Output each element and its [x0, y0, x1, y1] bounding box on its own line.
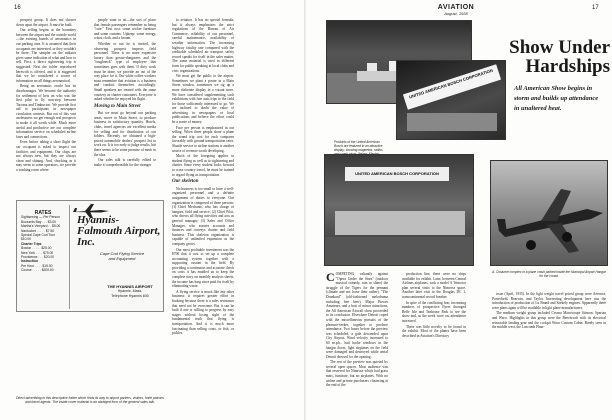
rate-line: Nantucket . . . . . $7.50 [21, 228, 55, 233]
rate-line: Course . . . . . $200.00 [21, 268, 54, 273]
rate-line: Charter Trips [21, 241, 42, 246]
page-number-left: 16 [14, 5, 21, 11]
rates-heading: RATES [34, 210, 52, 216]
section-heading: Moving to Main Street [94, 103, 141, 109]
rate-line: Sightseeing — Per Person [21, 215, 60, 220]
side-caption: Products of the United American Bosch are featured in an attractive display; showing magnetos, radios [334, 140, 383, 152]
paragraph: We must get the public to the airport. Sometimes we plant a poster in a Main Street window, sometimes we rig up a more elaborate display in a vacant store. We have considered supplementing such exhibitions with free auto trips to the field for those sufficiently interested to go. We are inclined to doubt the value of advertising in newspapers or local publications and believe the effort could be a waste of money. [172, 74, 234, 125]
folder-divider [69, 205, 70, 309]
running-head [416, 4, 496, 16]
paragraph: The medium weight group included Cessna Monocoupe Stinson, Spartan and Waco. Highlights in this group were the Beechcraft with its electrical retractable landing gear and the cockpit Waco Custom Cabin. Barely seen in the middle west, the Luscomb Phan- [492, 311, 606, 330]
left-column-2 [94, 18, 156, 198]
airplane-icon [491, 161, 608, 266]
hangar-display-photo [324, 154, 474, 266]
lead-paragraph [326, 272, 388, 359]
company-name: THE HYANNIS AIRPORT [107, 284, 153, 289]
drop-cap: C [326, 272, 335, 284]
airplane-photo [490, 160, 608, 266]
paragraph: issue (April, 1935). In the light weight travel priced group were Aeronca, Porterfield, Rearwin, and Taylor. Interesting development here was the introduction of production of Lu Brand and Szekely engines. Apparently there were plans again will be available in light plane manufacturers. [492, 292, 606, 310]
paragraph: prospect group. It does not shower down upon the airport. It must be built. [16, 18, 76, 27]
booth-item [367, 63, 377, 71]
rate-line: Special Cape Cod Tour $10.00 [21, 233, 55, 242]
paragraph: A flying service is much like any other business: it requires greater effort in booking because there is a sales resistance that need not be overcome. But it can be built if one is willing to progress by easy stages without losing sight of the fundamental truth that flying is transportation. And it is much more fascinating than selling coats, or fish, or pickles. [172, 289, 234, 336]
hangar-sign [345, 167, 449, 181]
left-column-1 [16, 18, 76, 198]
folder-company-block [103, 285, 157, 298]
article-deck: All American Show begins in storm and builds up attendance in unaltered heat. [514, 85, 599, 112]
folder-title: Hyannis-Falmouth Airport, Inc. [77, 214, 161, 248]
rate-line: Providence . . . $20.00 [21, 255, 54, 260]
paragraph: In spite of the conflicting fear, increasing numbers of prospective flyers thronged Belle Isle and Teahouse Park to see the show and, as the week wore on, attendance increased. [402, 300, 466, 323]
rate-line: Boston . . . . . $25.00 [21, 246, 52, 251]
paragraph: Our most profitable investment was the $700 that it cost to set up a complete accounting system together with a supporting custom in the field. By providing a continuous and accurate check on costs it has enabled us to keep the complete story on monthly analysis sheets, the income has long since paid for itself by eliminating waste. [172, 247, 234, 289]
sign-text: UNITED AMERICAN BOSCH CORPORATION [408, 67, 494, 100]
airplane-caption: A. Costume complex in a plane crash parked inside the Municipal Airport Hangar for the crowd. [492, 270, 606, 278]
rate-line: Martha's Vineyard . . $5.00 [21, 224, 61, 229]
right-column-3 [492, 292, 606, 412]
folder-caption: Direct advertising in this descriptive folder which finds its way to airport parkers, visitors, hotel patrons and travel agents. The inside cover material is an abridged form of the general sales talk. [16, 396, 164, 404]
rate-line: Instruction [21, 259, 39, 264]
display-counter [335, 211, 465, 235]
paragraph: Face per person is emphasized in our selling. When three people share a plane the round trip cost for each compares favorably with ground transportation rates. Shuttle service to airline stations is another source of revenue worth developing. [172, 125, 234, 153]
left-column-3 [172, 18, 234, 410]
section-heading: Our skeleton [172, 179, 199, 185]
issue-date: August, 1935 [444, 11, 468, 16]
airport-folder-advertisement [16, 200, 164, 312]
display-floor [325, 237, 474, 265]
hangar-sign-text: UNITED AMERICAN BOSCH CORPORATION [355, 171, 439, 176]
rate-line: New York . . . . $75.00 [21, 250, 54, 255]
paragraph: But we must go beyond our parking areas, move to Main Street, to produce business in satisfactory quantity. Hotels, clubs, travel agencies are excellent media for selling and for distribution of our folders. Recently we obtained a high-priced automobile dealers' prospect list to work on. It is too early to judge results, but there seems to be some promise of merit in the idea. [94, 111, 156, 157]
paragraph: Our sales talk is carefully edited to make it comprehensible for the stranger [94, 158, 156, 167]
paragraph: Our selling begins at the boundary between the airport and the outside world—the existing boards of aeronautics in our parking area. It is assumed that their occupants are interested, or they wouldn't be there. The sampler on the radiator gives some indication of what and how to sell. First, a direct sightseeing trip is suggested. Next the folder reproduced herewith is offered, and it is suggested that we be considered a source of information on all things aeronautical. [16, 28, 76, 83]
paragraph: There was little novelty to be found in the exhibit. Most of the planes have been described in Aviation's Directory [402, 324, 466, 338]
paragraph: Even before taking a short flight the car occupant is asked to inspect our facilities and equipment. Our ships are not always new, but they are always clean and shining. And, shocking as it may seem to some operators, we provide a washing room where [16, 140, 76, 172]
paragraph: The rest of the preview was quieted by several open spaces. Most audience was that reserved for Nimrose which had grass mats, furniture, but no airplanes. With no airline and private purchasers clustering at the end of the [326, 360, 388, 388]
company-line: Hyannis, Mass. [117, 289, 143, 294]
article-headline: Show Under Hardships [509, 37, 610, 77]
lead-text: OMPETING valiantly against "Opera Under the Stars" (outdoor musical comedy, rain or shine) the struggle of the Tigers for the pennant (climate and not loose their rather), "The Drunkard" (old-fashioned melodrama including free beer), Major Bowes Amateurs, and a host of minor attractions, the All American Aircraft show proceeded to its conclusion. Elsewhere Detroit coped with the miscellaneous pursuits of the pleasure-seeker, together to produce attendance. Two hours before the preview was scheduled, a gale descended upon City Airport. Wind velocity increased to 60 m.p.h., hail broke windows in the hangar doors, light airplanes on the field were damaged and destroyed while aerial Detroit dressed for the opening. [326, 272, 388, 359]
page-number-right: 17 [592, 5, 599, 11]
paragraph: No business is too small to have a well-organized personnel and a definite assignment of duties to everyone. Our organization is composed of three persons: (1) Chief Mechanic, who has charge of hangars, field and service; (2) Chief Pilot, who directs all flying activities and acts as general manager; (3) Sales and Office Manager, who assures accounts and finances and conveys charter and field business. This skeleton organization is capable of unlimited expansion as the company grows. [172, 186, 234, 246]
paragraph: Being an aeronautic oracle has its disadvantages. We become the authority for settlement of bets on who was the first pilot to fly non-stop between Tacoma and Timbuctoo. We provide first aid to participants in newspaper circulation contests. But out of this vast uselessness we get enough real prospects to make it all worth while. Much more useful and productive are our complete information service on scheduled airline fares and connections. [16, 84, 76, 139]
display-cases [407, 113, 497, 131]
rates-panel [21, 211, 65, 273]
right-column-1 [326, 272, 388, 412]
right-column-2 [402, 272, 466, 412]
paragraph: production line, there were no ships available for exhibit. Later, between Central Airlines airplanes, took a model A Trimotor plan several visits to the Nimrose space. Another later visit to the Douglas DC 1, transcontinental record breaker. [402, 272, 466, 299]
folder-tagline: Cape Cod Flying Service and Equipment [99, 251, 145, 261]
rate-line: Per Hour . . . . $15.00 [21, 263, 53, 268]
company-line: Telephone Hyannis 600 [111, 293, 149, 298]
paragraph: Whether or not he is invited, the observing prospect inspects field personnel. There is no more expensive luxury than grease-dungarees and the "roughneck" type of employee that sometimes goes with them. If dirty work must be done, we provide an out of the way place for it. Our white coffee workers must remember that aviation is a business and conduct themselves accordingly. Small speakers are treated with the same courtesy as charter customers. Everyone is asked whether he enjoyed his flight. [94, 41, 156, 102]
rate-line: Buzzards Bay . . . $3.00 [21, 219, 57, 224]
paragraph: people want to sit—the sort of place that female passengers remember as being "cute." First cost: some wicker furniture and some curtains. Upkeep: some energy, a dust cloth, and a broom. [94, 18, 156, 41]
magazine-name: AVIATION [437, 4, 475, 11]
right-page [306, 0, 612, 420]
paragraph: Much of the foregoing applies to student flying as well as to sightseeing and charter. Since every student looks forward to cross-country travel, he must be trained to regard flying as transportation. [172, 154, 234, 177]
paragraph: to aviation. It has no special formula, but it always emphasizes the strict regulations of the Bureau of Air Commerce, reliability of our personnel, careful maintenance, availability of weather information. The increasing highway fatality rate compared with the creditable scheduled air transport safety record speaks for itself in the sales matter. The same material is used in different form for public speaking at local clubs and civic organizations. [172, 18, 234, 73]
